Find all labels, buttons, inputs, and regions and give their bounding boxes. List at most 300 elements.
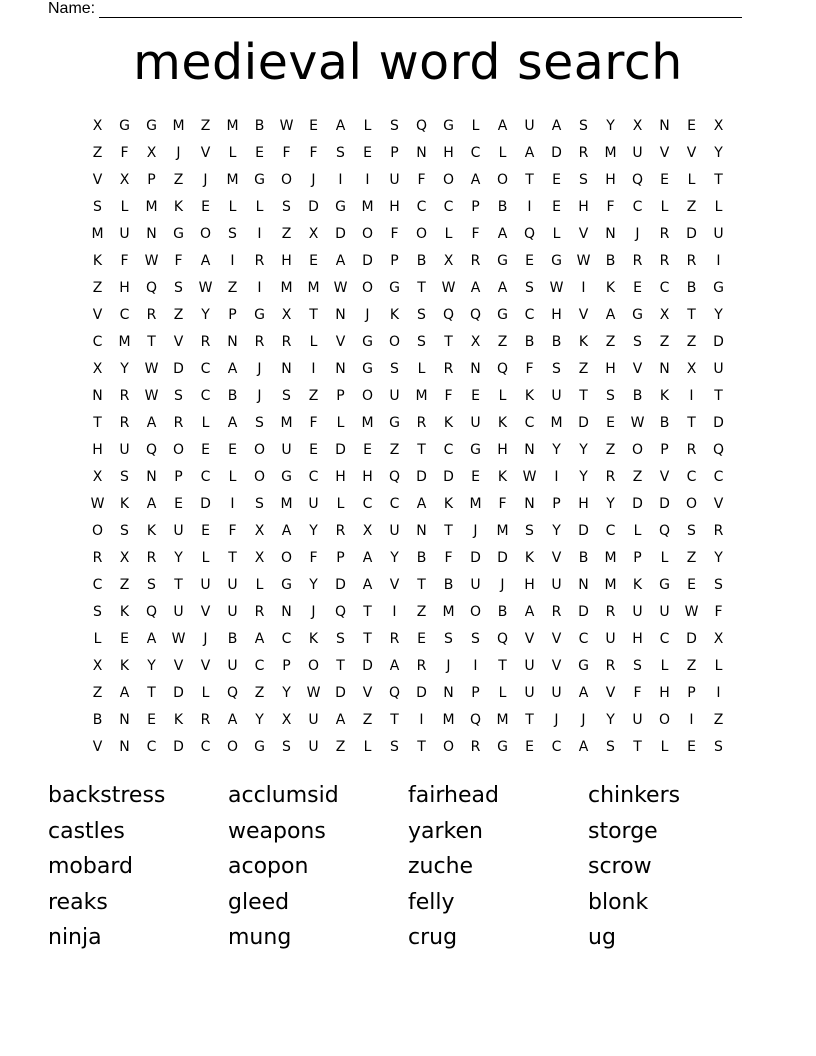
grid-cell[interactable]: R (92, 549, 103, 566)
grid-cell[interactable]: Y (714, 306, 723, 323)
grid-cell[interactable]: M (280, 279, 293, 296)
grid-cell[interactable]: O (172, 441, 185, 458)
grid-cell[interactable]: S (633, 657, 642, 674)
grid-cell[interactable]: K (308, 630, 319, 647)
grid-cell[interactable]: P (552, 495, 561, 512)
grid-cell[interactable]: R (632, 252, 643, 269)
grid-cell[interactable]: H (605, 171, 616, 188)
grid-cell[interactable]: J (311, 171, 316, 188)
grid-cell[interactable]: M (280, 495, 293, 512)
grid-cell[interactable]: A (335, 117, 346, 134)
grid-cell[interactable]: L (228, 144, 237, 161)
grid-cell[interactable]: F (444, 549, 453, 566)
grid-cell[interactable]: K (524, 549, 535, 566)
grid-cell[interactable]: T (228, 549, 237, 566)
grid-cell[interactable]: W (144, 360, 159, 377)
grid-cell[interactable]: W (306, 684, 321, 701)
grid-cell[interactable]: S (714, 576, 723, 593)
grid-cell[interactable]: U (524, 657, 535, 674)
grid-cell[interactable]: V (92, 171, 103, 188)
grid-cell[interactable]: Z (605, 441, 616, 458)
grid-cell[interactable]: Q (631, 171, 644, 188)
grid-cell[interactable]: E (309, 252, 318, 269)
grid-cell[interactable]: R (605, 468, 616, 485)
grid-cell[interactable]: E (606, 414, 615, 431)
grid-cell[interactable]: P (633, 549, 642, 566)
grid-cell[interactable]: B (416, 549, 427, 566)
grid-cell[interactable]: A (470, 279, 481, 296)
grid-cell[interactable]: A (497, 117, 508, 134)
grid-cell[interactable]: G (713, 279, 724, 296)
grid-cell[interactable]: Y (714, 549, 723, 566)
grid-cell[interactable]: Y (147, 657, 156, 674)
grid-cell[interactable]: E (471, 387, 480, 404)
grid-cell[interactable]: H (659, 684, 670, 701)
grid-cell[interactable]: Y (309, 576, 318, 593)
grid-cell[interactable]: I (230, 495, 235, 512)
grid-cell[interactable]: Q (469, 306, 482, 323)
grid-cell[interactable]: C (443, 441, 454, 458)
grid-cell[interactable]: R (686, 441, 697, 458)
grid-cell[interactable]: N (335, 360, 346, 377)
grid-cell[interactable]: N (578, 576, 589, 593)
grid-cell[interactable]: I (338, 171, 343, 188)
grid-cell[interactable]: K (92, 252, 103, 269)
grid-cell[interactable]: B (578, 549, 589, 566)
grid-cell[interactable]: K (632, 576, 643, 593)
grid-cell[interactable]: Y (282, 684, 291, 701)
grid-cell[interactable]: D (173, 684, 184, 701)
grid-cell[interactable]: Z (335, 738, 346, 755)
grid-cell[interactable]: Z (632, 468, 643, 485)
grid-cell[interactable]: O (442, 738, 455, 755)
grid-cell[interactable]: K (497, 414, 508, 431)
grid-cell[interactable]: M (226, 171, 239, 188)
grid-cell[interactable]: K (443, 495, 454, 512)
grid-cell[interactable]: H (389, 198, 400, 215)
grid-cell[interactable]: W (522, 468, 537, 485)
grid-cell[interactable]: T (714, 387, 723, 404)
grid-cell[interactable]: B (227, 630, 238, 647)
grid-cell[interactable]: U (470, 576, 481, 593)
grid-cell[interactable]: L (120, 198, 129, 215)
grid-cell[interactable]: V (389, 576, 400, 593)
grid-cell[interactable]: S (579, 171, 588, 188)
grid-cell[interactable]: C (659, 630, 670, 647)
grid-cell[interactable]: C (281, 630, 292, 647)
grid-cell[interactable]: G (578, 657, 589, 674)
name-blank-line[interactable] (99, 2, 742, 18)
grid-cell[interactable]: A (578, 684, 589, 701)
grid-cell[interactable]: X (254, 549, 265, 566)
grid-cell[interactable]: V (92, 306, 103, 323)
grid-cell[interactable]: G (281, 576, 292, 593)
grid-cell[interactable]: D (551, 144, 562, 161)
grid-cell[interactable]: O (280, 171, 293, 188)
grid-cell[interactable]: U (389, 171, 400, 188)
grid-cell[interactable]: K (524, 387, 535, 404)
grid-cell[interactable]: D (335, 225, 346, 242)
grid-cell[interactable]: E (120, 630, 129, 647)
grid-cell[interactable]: E (363, 144, 372, 161)
grid-cell[interactable]: E (228, 441, 237, 458)
grid-cell[interactable]: B (659, 414, 670, 431)
grid-cell[interactable]: M (361, 414, 374, 431)
grid-cell[interactable]: T (417, 738, 426, 755)
grid-cell[interactable]: F (633, 684, 642, 701)
grid-cell[interactable]: C (524, 414, 535, 431)
grid-cell[interactable]: J (203, 630, 208, 647)
grid-cell[interactable]: J (500, 576, 505, 593)
grid-cell[interactable]: O (361, 279, 374, 296)
grid-cell[interactable]: L (363, 117, 372, 134)
grid-cell[interactable]: I (716, 252, 721, 269)
grid-cell[interactable]: I (230, 252, 235, 269)
grid-cell[interactable]: S (606, 738, 615, 755)
grid-cell[interactable]: S (390, 117, 399, 134)
grid-cell[interactable]: A (605, 306, 616, 323)
grid-cell[interactable]: U (524, 117, 535, 134)
grid-cell[interactable]: O (253, 441, 266, 458)
grid-cell[interactable]: M (280, 414, 293, 431)
grid-cell[interactable]: T (417, 576, 426, 593)
grid-cell[interactable]: V (335, 333, 346, 350)
grid-cell[interactable]: D (362, 252, 373, 269)
grid-cell[interactable]: B (551, 333, 562, 350)
grid-cell[interactable]: E (147, 711, 156, 728)
grid-cell[interactable]: P (471, 198, 480, 215)
grid-cell[interactable]: P (660, 441, 669, 458)
grid-cell[interactable]: G (281, 468, 292, 485)
grid-cell[interactable]: E (201, 522, 210, 539)
grid-cell[interactable]: F (120, 144, 129, 161)
grid-cell[interactable]: V (200, 144, 211, 161)
grid-cell[interactable]: I (581, 279, 586, 296)
grid-cell[interactable]: C (470, 144, 481, 161)
grid-cell[interactable]: A (146, 630, 157, 647)
grid-cell[interactable]: Z (686, 657, 697, 674)
grid-cell[interactable]: W (279, 117, 294, 134)
grid-cell[interactable]: Z (686, 198, 697, 215)
grid-cell[interactable]: F (390, 225, 399, 242)
grid-cell[interactable]: C (200, 387, 211, 404)
grid-cell[interactable]: U (551, 387, 562, 404)
grid-cell[interactable]: B (497, 603, 508, 620)
grid-cell[interactable]: A (227, 711, 238, 728)
grid-cell[interactable]: S (93, 198, 102, 215)
grid-cell[interactable]: B (227, 387, 238, 404)
grid-cell[interactable]: M (496, 522, 509, 539)
grid-cell[interactable]: C (551, 738, 562, 755)
grid-cell[interactable]: Q (658, 522, 671, 539)
grid-cell[interactable]: Q (469, 711, 482, 728)
grid-cell[interactable]: X (713, 117, 724, 134)
grid-cell[interactable]: I (527, 198, 532, 215)
grid-cell[interactable]: R (470, 738, 481, 755)
grid-cell[interactable]: N (416, 522, 427, 539)
grid-cell[interactable]: F (309, 414, 318, 431)
grid-cell[interactable]: G (254, 738, 265, 755)
grid-cell[interactable]: Q (523, 225, 536, 242)
grid-cell[interactable]: J (257, 387, 262, 404)
grid-cell[interactable]: L (633, 522, 642, 539)
grid-cell[interactable]: F (228, 522, 237, 539)
grid-cell[interactable]: S (93, 603, 102, 620)
grid-cell[interactable]: G (173, 225, 184, 242)
grid-cell[interactable]: A (200, 252, 211, 269)
grid-cell[interactable]: E (417, 630, 426, 647)
grid-cell[interactable]: H (119, 279, 130, 296)
grid-cell[interactable]: U (470, 414, 481, 431)
grid-cell[interactable]: M (496, 711, 509, 728)
grid-cell[interactable]: O (685, 495, 698, 512)
grid-cell[interactable]: D (713, 333, 724, 350)
grid-cell[interactable]: N (524, 441, 535, 458)
grid-cell[interactable]: F (282, 144, 291, 161)
grid-cell[interactable]: U (281, 441, 292, 458)
grid-cell[interactable]: L (498, 144, 507, 161)
grid-cell[interactable]: L (498, 387, 507, 404)
grid-cell[interactable]: D (578, 414, 589, 431)
grid-cell[interactable]: C (119, 306, 130, 323)
grid-cell[interactable]: R (389, 630, 400, 647)
grid-cell[interactable]: U (632, 603, 643, 620)
grid-cell[interactable]: A (551, 117, 562, 134)
grid-cell[interactable]: U (551, 684, 562, 701)
grid-cell[interactable]: T (147, 684, 156, 701)
grid-cell[interactable]: A (524, 144, 535, 161)
grid-cell[interactable]: F (471, 225, 480, 242)
grid-cell[interactable]: I (392, 603, 397, 620)
grid-cell[interactable]: C (200, 468, 211, 485)
grid-cell[interactable]: Q (145, 279, 158, 296)
grid-cell[interactable]: V (173, 333, 184, 350)
grid-cell[interactable]: P (687, 684, 696, 701)
grid-cell[interactable]: Z (173, 306, 184, 323)
grid-cell[interactable]: G (470, 441, 481, 458)
grid-cell[interactable]: I (311, 360, 316, 377)
grid-cell[interactable]: Y (579, 468, 588, 485)
grid-cell[interactable]: H (335, 468, 346, 485)
grid-cell[interactable]: N (92, 387, 103, 404)
grid-cell[interactable]: C (362, 495, 373, 512)
grid-cell[interactable]: O (631, 441, 644, 458)
grid-cell[interactable]: D (335, 441, 346, 458)
grid-cell[interactable]: T (579, 387, 588, 404)
grid-cell[interactable]: Z (92, 144, 103, 161)
grid-cell[interactable]: G (443, 117, 454, 134)
grid-cell[interactable]: O (253, 468, 266, 485)
grid-cell[interactable]: N (146, 225, 157, 242)
grid-cell[interactable]: G (659, 576, 670, 593)
grid-cell[interactable]: O (199, 225, 212, 242)
grid-cell[interactable]: D (443, 468, 454, 485)
grid-cell[interactable]: X (92, 360, 103, 377)
grid-cell[interactable]: G (389, 414, 400, 431)
grid-cell[interactable]: C (92, 576, 103, 593)
grid-cell[interactable]: E (174, 495, 183, 512)
grid-cell[interactable]: F (606, 198, 615, 215)
grid-cell[interactable]: C (605, 522, 616, 539)
grid-cell[interactable]: U (713, 225, 724, 242)
grid-cell[interactable]: T (363, 630, 372, 647)
grid-cell[interactable]: P (282, 657, 291, 674)
grid-cell[interactable]: C (416, 198, 427, 215)
grid-cell[interactable]: G (254, 171, 265, 188)
grid-cell[interactable]: I (419, 711, 424, 728)
grid-cell[interactable]: R (254, 252, 265, 269)
grid-cell[interactable]: Z (578, 360, 589, 377)
grid-cell[interactable]: E (552, 198, 561, 215)
grid-cell[interactable]: C (92, 333, 103, 350)
grid-cell[interactable]: X (713, 630, 724, 647)
grid-cell[interactable]: X (92, 117, 103, 134)
grid-cell[interactable]: W (333, 279, 348, 296)
grid-cell[interactable]: G (119, 117, 130, 134)
grid-cell[interactable]: M (91, 225, 104, 242)
grid-cell[interactable]: R (146, 549, 157, 566)
grid-cell[interactable]: K (578, 333, 589, 350)
grid-cell[interactable]: B (443, 576, 454, 593)
grid-cell[interactable]: Z (362, 711, 373, 728)
grid-cell[interactable]: D (578, 522, 589, 539)
grid-cell[interactable]: B (416, 252, 427, 269)
grid-cell[interactable]: R (335, 522, 346, 539)
grid-cell[interactable]: E (687, 738, 696, 755)
grid-cell[interactable]: Q (496, 630, 509, 647)
grid-cell[interactable]: B (632, 387, 643, 404)
grid-cell[interactable]: N (146, 468, 157, 485)
grid-cell[interactable]: I (365, 171, 370, 188)
grid-cell[interactable]: O (280, 549, 293, 566)
grid-cell[interactable]: P (336, 387, 345, 404)
grid-cell[interactable]: T (714, 171, 723, 188)
grid-cell[interactable]: D (632, 495, 643, 512)
grid-cell[interactable]: S (417, 306, 426, 323)
grid-cell[interactable]: O (415, 225, 428, 242)
grid-cell[interactable]: X (686, 360, 697, 377)
grid-cell[interactable]: L (417, 360, 426, 377)
grid-cell[interactable]: N (605, 225, 616, 242)
grid-cell[interactable]: J (635, 225, 640, 242)
grid-cell[interactable]: Y (174, 549, 183, 566)
grid-cell[interactable]: Y (255, 711, 264, 728)
grid-cell[interactable]: U (632, 711, 643, 728)
grid-cell[interactable]: B (686, 279, 697, 296)
grid-cell[interactable]: S (687, 522, 696, 539)
grid-cell[interactable]: R (146, 306, 157, 323)
grid-cell[interactable]: S (444, 630, 453, 647)
grid-cell[interactable]: T (633, 738, 642, 755)
grid-cell[interactable]: R (119, 414, 130, 431)
grid-cell[interactable]: A (281, 522, 292, 539)
grid-cell[interactable]: C (713, 468, 724, 485)
grid-cell[interactable]: X (119, 171, 130, 188)
grid-cell[interactable]: X (632, 117, 643, 134)
grid-cell[interactable]: W (198, 279, 213, 296)
grid-cell[interactable]: D (470, 549, 481, 566)
grid-cell[interactable]: M (118, 333, 131, 350)
grid-cell[interactable]: T (687, 414, 696, 431)
grid-cell[interactable]: Q (496, 360, 509, 377)
grid-cell[interactable]: S (579, 117, 588, 134)
grid-cell[interactable]: L (471, 117, 480, 134)
grid-cell[interactable]: L (363, 738, 372, 755)
grid-cell[interactable]: U (659, 603, 670, 620)
grid-cell[interactable]: W (630, 414, 645, 431)
grid-cell[interactable]: L (660, 549, 669, 566)
grid-cell[interactable]: Z (497, 333, 508, 350)
grid-cell[interactable]: Y (201, 306, 210, 323)
grid-cell[interactable]: F (525, 360, 534, 377)
grid-cell[interactable]: Y (552, 522, 561, 539)
grid-cell[interactable]: M (604, 144, 617, 161)
grid-cell[interactable]: R (605, 657, 616, 674)
grid-cell[interactable]: D (362, 657, 373, 674)
grid-cell[interactable]: V (605, 684, 616, 701)
grid-cell[interactable]: X (146, 144, 157, 161)
grid-cell[interactable]: U (119, 225, 130, 242)
grid-cell[interactable]: R (605, 603, 616, 620)
grid-cell[interactable]: Z (254, 684, 265, 701)
grid-cell[interactable]: D (335, 684, 346, 701)
grid-cell[interactable]: D (308, 198, 319, 215)
grid-cell[interactable]: D (497, 549, 508, 566)
grid-cell[interactable]: K (119, 495, 130, 512)
grid-cell[interactable]: L (228, 198, 237, 215)
grid-cell[interactable]: X (281, 711, 292, 728)
grid-cell[interactable]: I (689, 711, 694, 728)
grid-cell[interactable]: R (659, 252, 670, 269)
grid-cell[interactable]: C (524, 306, 535, 323)
grid-cell[interactable]: Q (334, 603, 347, 620)
grid-cell[interactable]: E (255, 144, 264, 161)
grid-cell[interactable]: Y (309, 522, 318, 539)
grid-cell[interactable]: C (200, 360, 211, 377)
grid-cell[interactable]: A (416, 495, 427, 512)
grid-cell[interactable]: B (524, 333, 535, 350)
grid-cell[interactable]: C (389, 495, 400, 512)
grid-cell[interactable]: A (335, 252, 346, 269)
grid-cell[interactable]: V (362, 684, 373, 701)
grid-cell[interactable]: P (174, 468, 183, 485)
grid-cell[interactable]: Q (415, 117, 428, 134)
grid-cell[interactable]: F (444, 387, 453, 404)
grid-cell[interactable]: Y (120, 360, 129, 377)
grid-cell[interactable]: U (632, 144, 643, 161)
grid-cell[interactable]: S (471, 630, 480, 647)
grid-cell[interactable]: L (444, 225, 453, 242)
grid-cell[interactable]: I (554, 468, 559, 485)
grid-cell[interactable]: A (578, 738, 589, 755)
grid-cell[interactable]: J (554, 711, 559, 728)
grid-cell[interactable]: E (471, 468, 480, 485)
grid-cell[interactable]: R (470, 252, 481, 269)
grid-cell[interactable]: M (172, 117, 185, 134)
grid-cell[interactable]: L (93, 630, 102, 647)
grid-cell[interactable]: Q (226, 684, 239, 701)
grid-cell[interactable]: X (92, 468, 103, 485)
grid-cell[interactable]: T (417, 279, 426, 296)
grid-cell[interactable]: B (497, 198, 508, 215)
grid-cell[interactable]: D (173, 360, 184, 377)
grid-cell[interactable]: I (473, 657, 478, 674)
grid-cell[interactable]: W (144, 252, 159, 269)
grid-cell[interactable]: S (525, 522, 534, 539)
grid-cell[interactable]: V (200, 603, 211, 620)
grid-cell[interactable]: V (659, 144, 670, 161)
grid-cell[interactable]: H (362, 468, 373, 485)
